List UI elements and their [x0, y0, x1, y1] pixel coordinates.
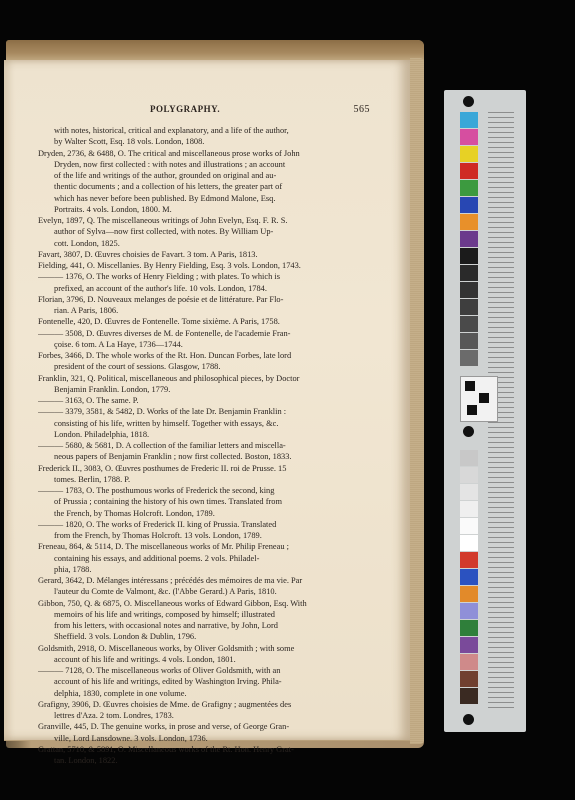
- text-line: ——— 3508, D. Œuvres diverses de M. de Fontenelle, de l'academie Fran-: [38, 328, 291, 338]
- text-line: Gerard, 3642, D. Mélanges intéressans ; précédés des mémoires de ma vie. Par: [38, 576, 303, 585]
- text-line: which has never before been published. By Edmond Malone, Esq.: [54, 193, 276, 203]
- running-header: [52, 104, 370, 118]
- color-swatch: [460, 637, 478, 653]
- text-line: Franklin, 321, Q. Political, miscellaneous and philosophical pieces, by Doctor: [38, 373, 300, 383]
- color-swatch: [460, 299, 478, 315]
- text-line: rian. A Paris, 1806.: [54, 306, 119, 315]
- color-swatch: [460, 333, 478, 349]
- registration-dot-top: [463, 96, 474, 107]
- color-swatch: [460, 214, 478, 230]
- text-line: account of his life and writings, edited by Washington Irving. Phila-: [54, 677, 282, 687]
- text-line: Dryden, 2736, & 6488, O. The critical and miscellaneous prose works of John: [38, 148, 300, 158]
- text-line: lettres d'Aza. 2 tom. Londres, 1783.: [54, 711, 174, 720]
- text-line: account of his life and writings. 4 vols. London, 1801.: [54, 654, 236, 664]
- text-line: Sheffield. 3 vols. London & Dublin, 1796.: [54, 632, 197, 642]
- running-head-title: POLYGRAPHY.: [150, 104, 221, 114]
- text-line: Forbes, 3466, D. The whole works of the Rt. Hon. Duncan Forbes, late lord: [38, 351, 292, 360]
- text-line: ——— 1783, O. The posthumous works of Frederick the second, king: [38, 486, 275, 495]
- text-line: ville, Lord Lansdowne. 3 vols. London, 1736.: [54, 733, 208, 743]
- color-swatch: [460, 586, 478, 602]
- text-line: cott. London, 1825.: [54, 238, 120, 248]
- text-line: Goldsmith, 2918, O. Miscellaneous works, by Oliver Goldsmith ; with some: [38, 643, 295, 653]
- color-swatch: [460, 146, 478, 162]
- text-line: delphia, 1830, complete in one volume.: [54, 688, 187, 698]
- page-body-text: [38, 125, 378, 766]
- text-line: of Prussia ; containing the history of his own times. Translated from: [54, 497, 282, 507]
- color-swatch: [460, 180, 478, 196]
- text-line: memoirs of his life and writings, composed by himself; illustrated: [54, 609, 275, 619]
- text-line: Evelyn, 1897, Q. The miscellaneous writings of John Evelyn, Esq. F. R. S.: [38, 216, 288, 225]
- text-line: Portraits. 4 vols. London, 1800. M.: [54, 204, 172, 214]
- text-line: Granville, 445, D. The genuine works, in prose and verse, of George Gran-: [38, 722, 290, 732]
- text-line: containing his essays, and additional poems. 2 vols. Philadel-: [54, 553, 260, 563]
- text-line: ——— 1376, O. The works of Henry Fielding ; with plates. To which is: [38, 272, 280, 282]
- text-line: with notes, historical, critical and explanatory, and a life of the author,: [54, 126, 289, 135]
- text-line: ——— 3379, 3581, & 5482, D. Works of the late Dr. Benjamin Franklin :: [38, 407, 287, 417]
- text-line: tomes. Berlin, 1788. P.: [54, 474, 131, 484]
- color-swatch: [460, 620, 478, 636]
- color-swatch-strip-bottom: [460, 450, 478, 705]
- registration-dot-bottom: [463, 714, 474, 725]
- text-line: Freneau, 864, & 5114, D. The miscellaneous works of Mr. Philip Freneau ;: [38, 542, 289, 552]
- text-line: Grattan, 5710, & 5891, O. Miscellaneous works of the Rt. Hon. Henry Grat-: [38, 744, 294, 754]
- text-line: ——— 1820, O. The works of Frederick II. king of Prussia. Translated: [38, 519, 277, 529]
- color-swatch: [460, 552, 478, 568]
- text-line: Favart, 3807, D. Œuvres choisies de Favart. 3 tom. A Paris, 1813.: [38, 249, 258, 259]
- text-line: ——— 3163, O. The same. P.: [38, 396, 139, 405]
- color-swatch: [460, 518, 478, 534]
- color-swatch: [460, 248, 478, 264]
- text-line: Fielding, 441, O. Miscellanies. By Henry Fielding, Esq. 3 vols. London, 1743.: [38, 261, 301, 270]
- text-line: ——— 7128, O. The miscellaneous works of Oliver Goldsmith, with an: [38, 666, 281, 675]
- text-line: London. Philadelphia, 1818.: [54, 429, 150, 439]
- text-line: by Walter Scott, Esq. 18 vols. London, 1808.: [54, 137, 205, 147]
- book-top-edge: [6, 40, 424, 62]
- text-line: thentic documents ; and a collection of his letters, the greater part of: [54, 182, 283, 192]
- text-line: l'auteur du Comte de Valmont, &c. (l'Abbe Gerard.) A Paris, 1810.: [54, 587, 277, 597]
- text-line: author of Sylva—now first collected, with notes. By William Up-: [54, 227, 274, 237]
- text-line: ——— 5680, & 5681, D. A collection of the familiar letters and miscella-: [38, 441, 286, 450]
- page-number: 565: [353, 104, 370, 115]
- color-swatch: [460, 282, 478, 298]
- color-swatch: [460, 688, 478, 704]
- color-swatch: [460, 316, 478, 332]
- text-line: of the life and writings of the author, grounded on original and au-: [54, 171, 277, 180]
- color-swatch: [460, 265, 478, 281]
- color-swatch: [460, 501, 478, 517]
- color-swatch-strip-top: [460, 112, 478, 367]
- text-line: neous papers of Benjamin Franklin ; now first collected. Boston, 1833.: [54, 452, 292, 462]
- color-swatch: [460, 535, 478, 551]
- color-swatch: [460, 163, 478, 179]
- color-swatch: [460, 197, 478, 213]
- color-swatch: [460, 350, 478, 366]
- registration-dot-middle: [463, 426, 474, 437]
- text-line: Benjamin Franklin. London, 1779.: [54, 384, 171, 394]
- text-line: the French, by Thomas Holcroft. London, 1789.: [54, 508, 215, 518]
- text-line: Florian, 3796, D. Nouveaux melanges de poésie et de littérature. Par Flo-: [38, 294, 284, 304]
- color-swatch: [460, 603, 478, 619]
- color-swatch: [460, 569, 478, 585]
- text-line: from his letters, with occasional notes and narrative, by John, Lord: [54, 621, 278, 630]
- text-line: president of the court of sessions. Glasgow, 1788.: [54, 362, 221, 372]
- color-swatch: [460, 654, 478, 670]
- text-line: Dryden, now first collected : with notes and illustrations ; an account: [54, 159, 286, 169]
- page-stack-edge: [410, 58, 424, 744]
- text-line: Gibbon, 750, Q. & 6875, O. Miscellaneous works of Edward Gibbon, Esq. With: [38, 598, 307, 608]
- color-swatch: [460, 450, 478, 466]
- text-line: phia, 1788.: [54, 564, 92, 574]
- color-swatch: [460, 112, 478, 128]
- color-swatch: [460, 671, 478, 687]
- text-line: Frederick II., 3083, O. Œuvres posthumes de Frederic II. roi de Prusse. 15: [38, 463, 287, 473]
- color-swatch: [460, 484, 478, 500]
- color-swatch: [460, 231, 478, 247]
- color-swatch: [460, 129, 478, 145]
- focus-target: [460, 376, 498, 422]
- color-swatch: [460, 467, 478, 483]
- text-line: from the French, by Thomas Holcroft. 13 vols. London, 1789.: [54, 531, 262, 540]
- text-line: prefixed, an account of the author's life. 10 vols. London, 1784.: [54, 283, 267, 293]
- text-line: Grafigny, 3906, D. Œuvres choisies de Mme. de Grafigny ; augmentées des: [38, 699, 292, 709]
- text-line: çoise. 6 tom. A La Haye, 1736—1744.: [54, 339, 183, 349]
- text-line: Fontenelle, 420, D. Œuvres de Fontenelle. Tome sixième. A Paris, 1758.: [38, 317, 280, 327]
- text-line: tan. London, 1822.: [54, 756, 118, 765]
- text-line: consisting of his life, written by himself. Together with essays, &c.: [54, 418, 279, 428]
